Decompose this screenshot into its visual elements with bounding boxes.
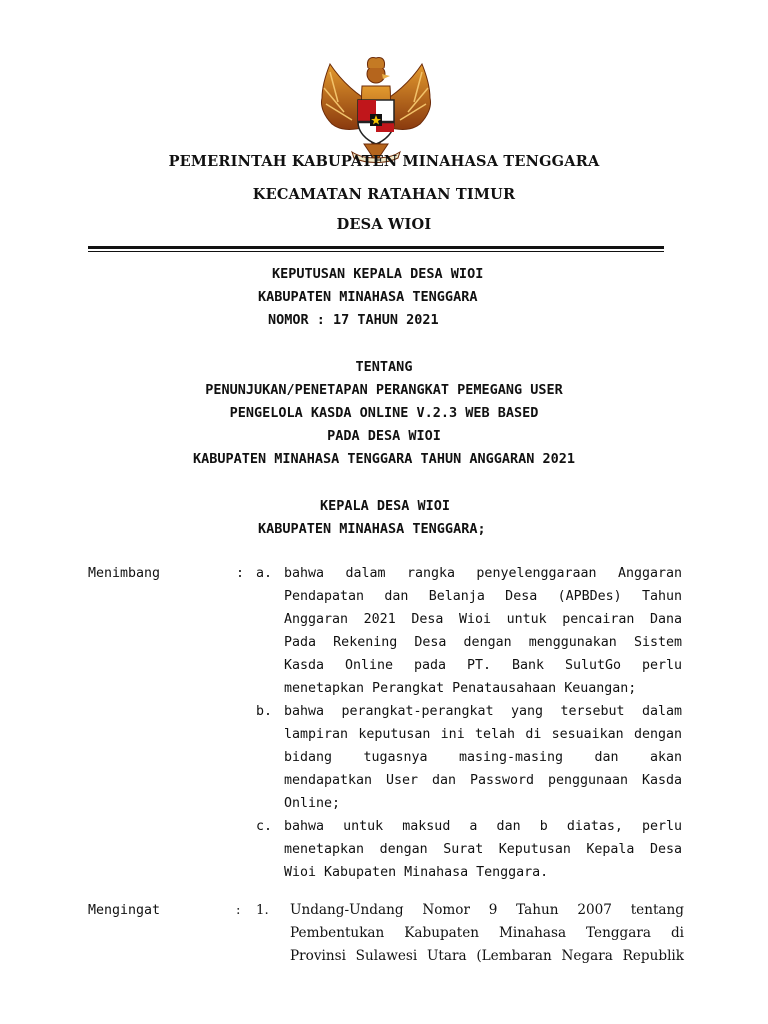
signer-regency: KABUPATEN MINAHASA TENGGARA;	[258, 521, 486, 537]
mengingat-label: Mengingat	[88, 903, 161, 918]
decree-subject-line1: PENUNJUKAN/PENETAPAN PERANGKAT PEMEGANG USER	[205, 382, 563, 398]
menimbang-label: Menimbang	[88, 566, 161, 581]
signer-title: KEPALA DESA WIOI	[320, 498, 451, 514]
menimbang-colon: :	[236, 566, 245, 581]
list-item-line: Kasda Online pada PT. Bank SulutGo perlu	[284, 658, 682, 673]
decree-regency: KABUPATEN MINAHASA TENGGARA	[258, 289, 478, 305]
decree-subject-line3: PADA DESA WIOI	[327, 428, 441, 444]
list-item-line: Pembentukan Kabupaten Minahasa Tenggara di	[290, 925, 684, 941]
header-village: DESA WIOI	[336, 216, 432, 233]
decree-subject-line2: PENGELOLA KASDA ONLINE V.2.3 WEB BASED	[229, 405, 539, 421]
decree-subject-line4: KABUPATEN MINAHASA TENGGARA TAHUN ANGGARAN 2021	[192, 451, 575, 467]
menimbang-section	[0, 562, 768, 892]
menimbang-item-a-mark: a.	[256, 566, 273, 581]
menimbang-item-c	[284, 815, 682, 884]
list-item-line: bahwa untuk maksud a dan b diatas, perlu	[284, 819, 682, 834]
list-item-line: bahwa dalam rangka penyelenggaraan Anggaran	[284, 566, 682, 581]
menimbang-item-b-mark: b.	[256, 704, 273, 719]
header-rule-thick	[88, 246, 664, 249]
list-item-line: Online;	[284, 796, 341, 811]
list-item-line: bahwa perangkat-perangkat yang tersebut dalam	[284, 704, 682, 719]
menimbang-item-b	[284, 700, 682, 815]
list-item-line: Pada Rekening Desa dengan menggunakan Sistem	[284, 635, 682, 650]
decree-title: KEPUTUSAN KEPALA DESA WIOI	[272, 266, 484, 282]
list-item-line: menetapkan Perangkat Penatausahaan Keuangan;	[284, 681, 637, 696]
menimbang-item-c-mark: c.	[256, 819, 273, 834]
menimbang-item-a	[284, 562, 682, 700]
list-item-line: Pendapatan dan Belanja Desa (APBDes) Tahun	[284, 589, 682, 604]
mengingat-section	[0, 899, 768, 999]
garuda-emblem	[308, 52, 444, 168]
header-government: PEMERINTAH KABUPATEN MINAHASA TENGGARA	[168, 153, 600, 170]
mengingat-colon: :	[236, 903, 241, 918]
header-rule-thin	[88, 251, 664, 252]
header-district: KECAMATAN RATAHAN TIMUR	[252, 186, 516, 203]
list-item-line: menetapkan dengan Surat Keputusan Kepala Desa	[284, 842, 682, 857]
list-item-line: Provinsi Sulawesi Utara (Lembaran Negara Republik	[290, 948, 684, 964]
list-item-line: lampiran keputusan ini telah di sesuaikan dengan	[284, 727, 682, 742]
mengingat-item-1-mark: 1.	[256, 903, 269, 918]
list-item-line: Anggaran 2021 Desa Wioi untuk pencairan Dana	[284, 612, 682, 627]
list-item-line: Undang-Undang Nomor 9 Tahun 2007 tentang	[290, 902, 684, 918]
decree-number: NOMOR : 17 TAHUN 2021	[268, 312, 439, 328]
list-item-line: Wioi Kabupaten Minahasa Tenggara.	[284, 865, 549, 880]
mengingat-item-1	[290, 899, 684, 968]
decree-about: TENTANG	[355, 359, 413, 375]
list-item-line: mendapatkan User dan Password penggunaan Kasda	[284, 773, 682, 788]
list-item-line: bidang tugasnya masing-masing dan akan	[284, 750, 682, 765]
